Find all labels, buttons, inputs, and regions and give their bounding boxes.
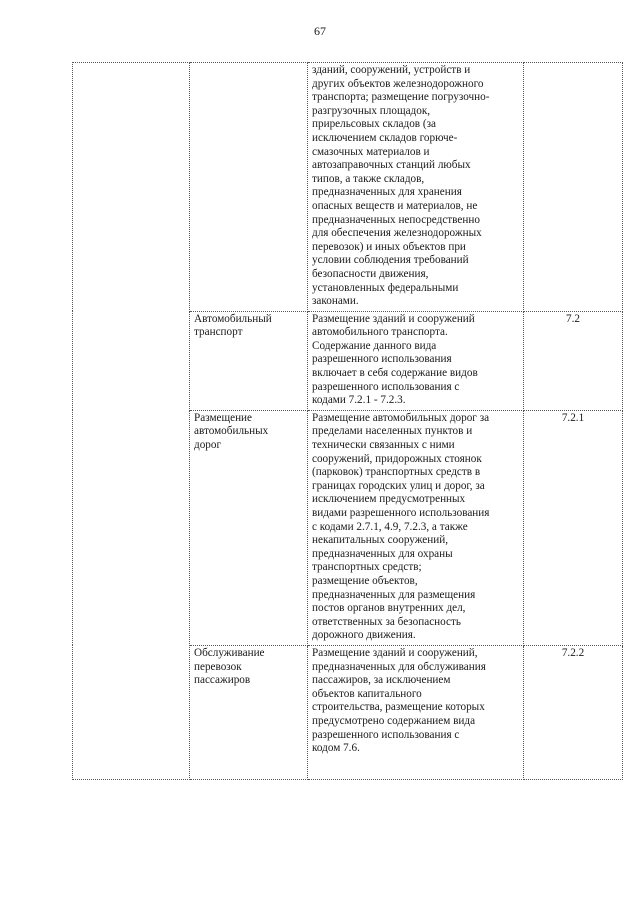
empty-cell <box>524 63 623 312</box>
empty-cell <box>73 63 190 780</box>
description-cell: Размещение зданий и сооружений автомобильного транспорта. Содержание данного вида разрешенного использования включает в себя содержание видов разрешенного использования с кодами 7.2.1 - 7.2.3. <box>308 311 524 410</box>
land-use-name-cell: Обслуживание перевозок пассажиров <box>190 645 308 779</box>
description-cell: зданий, сооружений, устройств и других объектов железнодорожного транспорта; размещение погрузочно- разгрузочных площадок, прирельсовых складов (за исключением складов горюче- смазочных материалов и автозаправочных станций любых типов, а также складов, предназначенных для хранения опасных веществ и материалов, не предназначенных непосредственно для обеспечения железнодорожных перевозок) и иных объектов при условии соблюдения требований безопасности движения, установленных федеральными законами. <box>308 63 524 312</box>
empty-cell <box>190 63 308 312</box>
land-use-name-cell: Размещение автомобильных дорог <box>190 410 308 645</box>
classifier-code-cell: 7.2.1 <box>524 410 623 645</box>
description-cell: Размещение автомобильных дорог за пределами населенных пунктов и технически связанных с ними сооружений, придорожных стоянок (парковок) транспортных средств в границах городских улиц и дорог, за исключением предусмотренных видами разрешенного использования с кодами 2.7.1, 4.9, 7.2.3, а также некапитальных сооружений, предназначенных для охраны транспортных средств; размещение объектов, предназначенных для размещения постов органов внутренних дел, ответственных за безопасность дорожного движения. <box>308 410 524 645</box>
page-number: 67 <box>314 24 326 38</box>
land-use-table <box>72 62 623 780</box>
description-cell: Размещение зданий и сооружений, предназначенных для обслуживания пассажиров, за исключением объектов капитального строительства, размещение которых предусмотрено содержанием вида разрешенного использования с кодом 7.6. <box>308 645 524 779</box>
classifier-code-cell: 7.2 <box>524 311 623 410</box>
classifier-code-cell: 7.2.2 <box>524 645 623 779</box>
land-use-name-cell: Автомобильный транспорт <box>190 311 308 410</box>
table-row-continuation <box>73 63 623 312</box>
